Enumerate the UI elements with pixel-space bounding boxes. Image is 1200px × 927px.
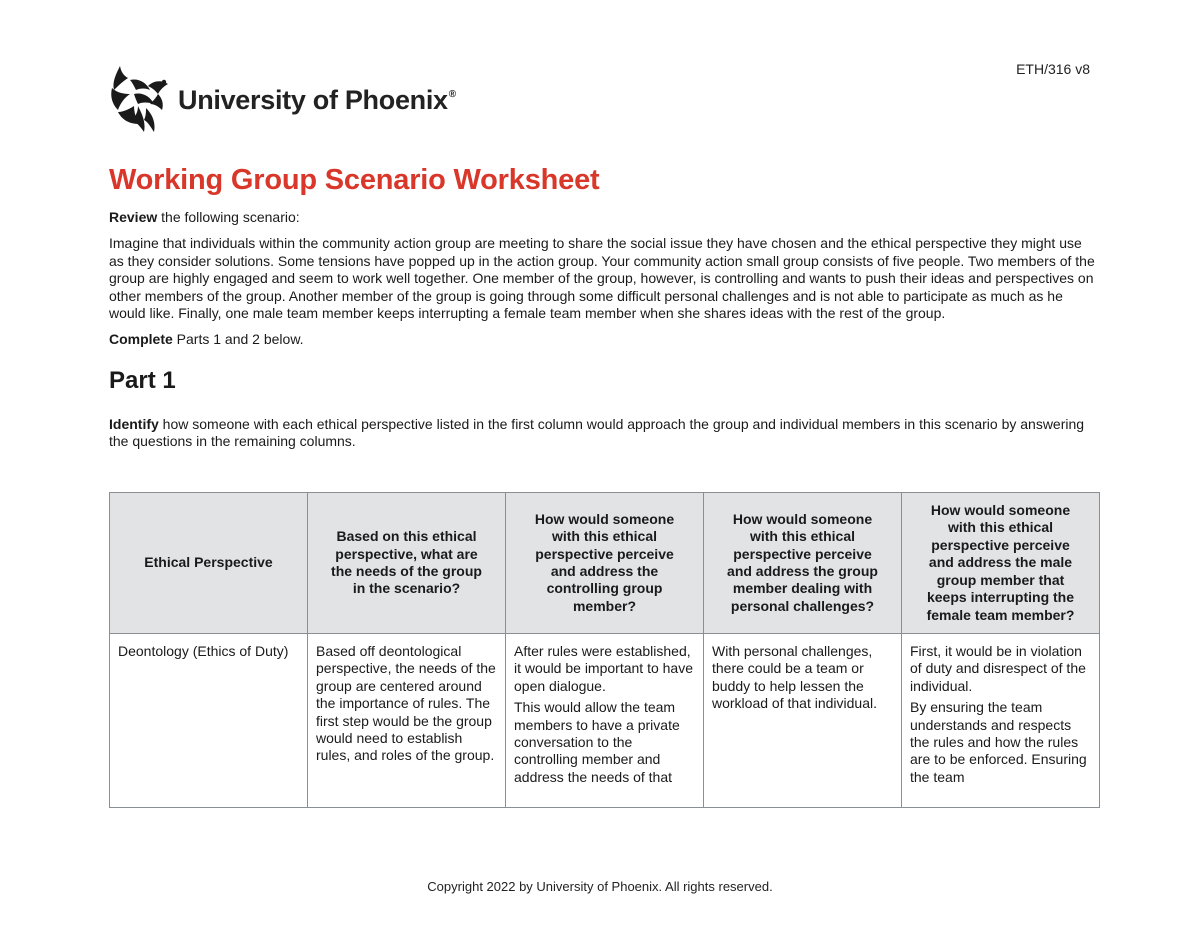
cell-personal-challenges-text: With personal challenges, there could be a team or buddy to help lessen the workload of that individual. [712, 643, 877, 712]
logo-wordmark-text: University of Phoenix [178, 84, 448, 115]
course-code: ETH/316 v8 [1016, 61, 1090, 77]
header-group-needs: Based on this ethical perspective, what are the needs of the group in the scenario? [308, 493, 506, 634]
identify-keyword: Identify [109, 415, 159, 432]
complete-instruction [109, 331, 1099, 348]
perspective-table [109, 492, 1100, 808]
registered-mark: ® [448, 88, 456, 100]
cell-interrupting [902, 634, 1100, 808]
header-personal-challenges: How would someone with this ethical perspective perceive and address the group member dealing with personal challenges? [704, 493, 902, 634]
cell-perspective-text: Deontology (Ethics of Duty) [118, 643, 289, 659]
document-body [109, 164, 1099, 451]
cell-perspective [110, 634, 308, 808]
complete-keyword: Complete [109, 331, 173, 348]
logo-wordmark [178, 85, 456, 116]
table-row [110, 634, 1100, 808]
table-header-row [110, 493, 1100, 634]
cell-group-needs-text: Based off deontological perspective, the needs of the group are centered around the importance of rules. The first step would be the group would need to establish rules, and roles of the group. [316, 643, 496, 764]
cell-controlling [506, 634, 704, 808]
university-logo [108, 64, 456, 136]
review-instruction [109, 209, 1099, 226]
complete-text: Parts 1 and 2 below. [172, 331, 304, 348]
cell-interrupting-text-2: By ensuring the team understands and respects the rules and how the rules are to be enforced. Ensuring the team [910, 699, 1087, 785]
header-ethical-perspective: Ethical Perspective [110, 493, 308, 634]
cell-controlling-text-2: This would allow the team members to have a private conversation to the controlling member and address the needs of that [514, 699, 680, 785]
copyright-footer: Copyright 2022 by University of Phoenix. All rights reserved. [427, 879, 773, 894]
phoenix-bird-icon [108, 64, 174, 136]
page-title: Working Group Scenario Worksheet [109, 164, 600, 196]
identify-instruction [109, 416, 1099, 451]
cell-interrupting-text-1: First, it would be in violation of duty and disrespect of the individual. [910, 643, 1086, 694]
header-interrupting-member: How would someone with this ethical perspective perceive and address the male group member that keeps interrupting the female team member? [902, 493, 1100, 634]
cell-controlling-text-1: After rules were established, it would be important to have open dialogue. [514, 643, 693, 694]
part-heading: Part 1 [109, 366, 176, 394]
cell-group-needs [308, 634, 506, 808]
review-keyword: Review [109, 209, 158, 225]
cell-personal-challenges [704, 634, 902, 808]
identify-text: how someone with each ethical perspective listed in the first column would approach the group and individual members in this scenario by answering the questions in the remaining columns. [109, 415, 1085, 450]
header-controlling-member: How would someone with this ethical perspective perceive and address the controlling group member? [506, 493, 704, 634]
review-text: the following scenario: [157, 209, 300, 225]
scenario-paragraph: Imagine that individuals within the community action group are meeting to share the social issue they have chosen and the ethical perspective they might use as they consider solutions. Some tensions have popped up in the action group. Your community action small group consists of five people. Two members of the group are highly engaged and seem to work well together. One member of the group, however, is controlling and wants to push their ideas and perspectives on other members of the group. Another member of the group is going through some difficult personal challenges and is not able to participate as much as he would like. Finally, one male team member keeps interrupting a female team member when she shares ideas with the rest of the group. [109, 235, 1095, 322]
